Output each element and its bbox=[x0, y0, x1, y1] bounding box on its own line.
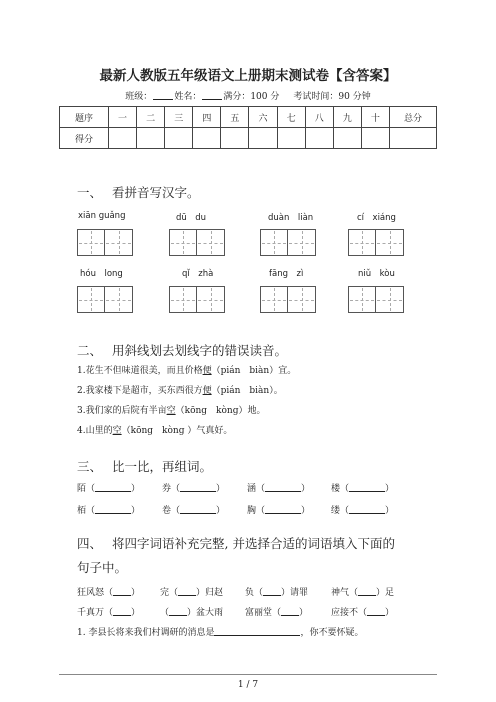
table-cell: 得分 bbox=[60, 128, 109, 149]
section-4-heading bbox=[77, 534, 395, 552]
name-label: 姓名： bbox=[174, 92, 202, 102]
word-item: 胸（ ） bbox=[247, 506, 311, 516]
underlined-char: 便 bbox=[202, 386, 212, 396]
score-table-header-row bbox=[60, 107, 437, 128]
writing-box[interactable] bbox=[260, 229, 316, 256]
score-cell[interactable] bbox=[333, 128, 361, 149]
page-title: 最新人教版五年级语文上册期末测试卷【含答案】 bbox=[99, 68, 397, 84]
word-item: 缕（ ） bbox=[331, 506, 395, 516]
full-score: 满分：100 分 bbox=[223, 92, 280, 102]
section-number: 二、 bbox=[77, 343, 103, 358]
pinyin: dū du bbox=[176, 213, 207, 223]
class-blank bbox=[153, 91, 173, 100]
score-cell[interactable] bbox=[221, 128, 249, 149]
underlined-char: 空 bbox=[112, 426, 122, 436]
score-cell[interactable] bbox=[249, 128, 277, 149]
word-item: 卷（ ） bbox=[162, 506, 226, 516]
score-cell[interactable] bbox=[193, 128, 221, 149]
word-item: 栢（ ） bbox=[77, 506, 141, 516]
exam-info bbox=[0, 89, 496, 102]
table-cell: 五 bbox=[221, 107, 249, 128]
table-cell: 六 bbox=[249, 107, 277, 128]
writing-box[interactable] bbox=[169, 286, 225, 313]
question-line: 4.山里的空（kōng kòng ）气真好。 bbox=[77, 426, 233, 436]
table-cell: 七 bbox=[277, 107, 305, 128]
table-cell: 二 bbox=[137, 107, 165, 128]
idiom-item: 富丽堂（ ） bbox=[245, 608, 309, 618]
section-title: 用斜线划去划线字的错误读音。 bbox=[112, 343, 288, 358]
table-cell: 九 bbox=[333, 107, 361, 128]
table-cell: 十 bbox=[361, 107, 389, 128]
writing-box[interactable] bbox=[169, 229, 225, 256]
idiom-item: 负（ ）请罪 bbox=[245, 588, 309, 598]
word-item: 券（ ） bbox=[162, 484, 226, 494]
writing-box[interactable] bbox=[77, 229, 133, 256]
name-blank bbox=[202, 91, 222, 100]
table-cell: 八 bbox=[305, 107, 333, 128]
score-cell[interactable] bbox=[305, 128, 333, 149]
table-cell: 一 bbox=[109, 107, 137, 128]
section-2-heading bbox=[77, 341, 287, 359]
section-4-title-cont: 句子中。 bbox=[77, 560, 128, 575]
score-cell[interactable] bbox=[277, 128, 305, 149]
pinyin: qǐ zhà bbox=[182, 269, 214, 279]
section-3-heading bbox=[77, 457, 212, 475]
question-line: 1.花生不但味道很美，而且价格便（pián biàn）宜。 bbox=[77, 366, 297, 376]
score-table bbox=[59, 106, 437, 149]
class-label: 班级： bbox=[125, 92, 153, 102]
footer-divider bbox=[59, 674, 437, 675]
section-number: 四、 bbox=[77, 536, 103, 551]
pinyin: cí xiáng bbox=[357, 213, 396, 223]
question-line: 2.我家楼下是超市，买东西很方便（pián biàn）。 bbox=[77, 386, 283, 396]
pinyin: fāng zì bbox=[269, 269, 304, 279]
word-item: 陌（ ） bbox=[77, 484, 141, 494]
table-cell: 题序 bbox=[60, 107, 109, 128]
section-title: 将四字词语补充完整, 并选择合适的词语填入下面的 bbox=[112, 536, 395, 551]
idiom-item: 完（ ）归赵 bbox=[160, 588, 224, 598]
score-cell[interactable] bbox=[165, 128, 193, 149]
table-cell: 三 bbox=[165, 107, 193, 128]
section-title: 看拼音写汉字。 bbox=[112, 185, 200, 200]
pinyin: hóu long bbox=[80, 269, 123, 279]
writing-box[interactable] bbox=[348, 229, 404, 256]
pinyin: xiān guǎng bbox=[78, 211, 126, 221]
pinyin: niǔ kòu bbox=[358, 269, 395, 279]
score-cell[interactable] bbox=[361, 128, 389, 149]
section-number: 三、 bbox=[77, 459, 103, 474]
question-line: 3.我们家的后院有半亩空（kōng kòng）地。 bbox=[77, 406, 266, 416]
writing-box[interactable] bbox=[77, 286, 133, 313]
score-table-score-row bbox=[60, 128, 437, 149]
exam-time: 考试时间：90 分钟 bbox=[293, 92, 371, 102]
page-number: 1 / 7 bbox=[237, 680, 259, 690]
table-cell: 总分 bbox=[390, 107, 437, 128]
score-cell[interactable] bbox=[137, 128, 165, 149]
underlined-char: 便 bbox=[202, 366, 212, 376]
writing-box[interactable] bbox=[260, 286, 316, 313]
idiom-item: （ ）盆大雨 bbox=[160, 608, 224, 618]
section-1-heading bbox=[77, 183, 200, 201]
pinyin: duàn liàn bbox=[268, 213, 314, 223]
idiom-item: 狂风怒（ ） bbox=[77, 588, 141, 598]
section-number: 一、 bbox=[77, 185, 103, 200]
idiom-item: 应接不（ ） bbox=[331, 608, 395, 618]
underlined-char: 空 bbox=[166, 406, 176, 416]
score-cell[interactable] bbox=[109, 128, 137, 149]
score-cell[interactable] bbox=[390, 128, 437, 149]
idiom-item: 神气（ ）足 bbox=[331, 588, 395, 598]
word-item: 涵（ ） bbox=[247, 484, 311, 494]
section-title: 比一比，再组词。 bbox=[112, 459, 213, 474]
idiom-item: 千真万（ ） bbox=[77, 608, 141, 618]
writing-box[interactable] bbox=[348, 286, 404, 313]
sentence-item: 1. 李县长将来我们村调研的消息是 ，你不要怀疑。 bbox=[77, 628, 364, 638]
word-item: 楼（ ） bbox=[331, 484, 395, 494]
table-cell: 四 bbox=[193, 107, 221, 128]
